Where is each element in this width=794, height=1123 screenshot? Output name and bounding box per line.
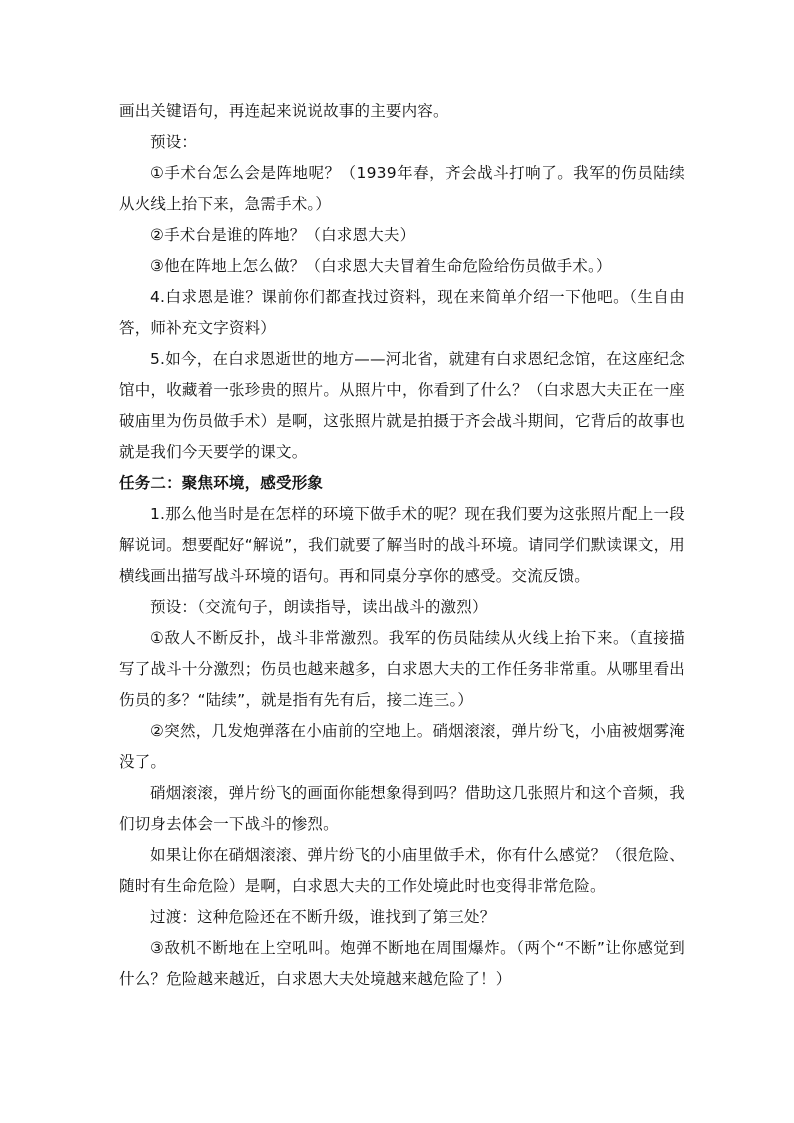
paragraph-preset-label: 预设： [150, 133, 198, 151]
paragraph-intro: 画出关键语句，再连起来说说故事的主要内容。 [119, 102, 449, 120]
section-heading-task-2: 任务二：聚焦环境，感受形象 [119, 474, 324, 492]
paragraph-step-5: 5.如今，在白求恩逝世的地方——河北省，就建有白求恩纪念馆，在这座纪念馆中，收藏着一张珍贵的照片。从照片中，你看到了什么？（白求恩大夫正在一座破庙里为伤员做手术）是啊，这张照片就是拍摄于齐会战斗期间，它背后的故事也就是我们今天要学的课文。 [119, 350, 685, 461]
paragraph-scene-2: ②突然，几发炮弹落在小庙前的空地上。硝烟滚滚，弹片纷飞，小庙被烟雾淹没了。 [119, 722, 685, 771]
paragraph-answer-3: ③他在阵地上怎么做？（白求恩大夫冒着生命危险给伤员做手术。） [150, 257, 612, 275]
paragraph-scene-3: ③敌机不断地在上空吼叫。炮弹不断地在周围爆炸。（两个“不断”让你感觉到什么？危险越来越近，白求恩大夫处境越来越危险了！） [119, 939, 685, 988]
paragraph-task2-step-1: 1.那么他当时是在怎样的环境下做手术的呢？现在我们要为这张照片配上一段解说词。想要配好“解说”，我们就要了解当时的战斗环境。请同学们默读课文，用横线画出描写战斗环境的语句。再和同桌分享你的感受。交流反馈。 [119, 505, 685, 585]
paragraph-feeling: 如果让你在硝烟滚滚、弹片纷飞的小庙里做手术，你有什么感觉？（很危险、随时有生命危险）是啊，白求恩大夫的工作处境此时也变得非常危险。 [119, 846, 685, 895]
paragraph-scene-1: ①敌人不断反扑，战斗非常激烈。我军的伤员陆续从火线上抬下来。（直接描写了战斗十分激烈；伤员也越来越多，白求恩大夫的工作任务非常重。从哪里看出伤员的多？“陆续”，就是指有先有后，接二连三。） [119, 629, 685, 709]
paragraph-imagine: 硝烟滚滚，弹片纷飞的画面你能想象得到吗？借助这几张照片和这个音频，我们切身去体会一下战斗的惨烈。 [119, 784, 685, 833]
paragraph-answer-2: ②手术台是谁的阵地？（白求恩大夫） [150, 226, 416, 244]
paragraph-preset-exchange: 预设：（交流句子，朗读指导，读出战斗的激烈） [150, 598, 488, 616]
paragraph-answer-1: ①手术台怎么会是阵地呢？（1939年春，齐会战斗打响了。我军的伤员陆续从火线上抬下来，急需手术。） [119, 164, 685, 213]
paragraph-transition: 过渡：这种危险还在不断升级，谁找到了第三处？ [150, 908, 496, 926]
paragraph-step-4: 4.白求恩是谁？课前你们都查找过资料，现在来简单介绍一下他吧。（生自由答，师补充文字资料） [119, 288, 685, 337]
document-body [119, 96, 685, 995]
